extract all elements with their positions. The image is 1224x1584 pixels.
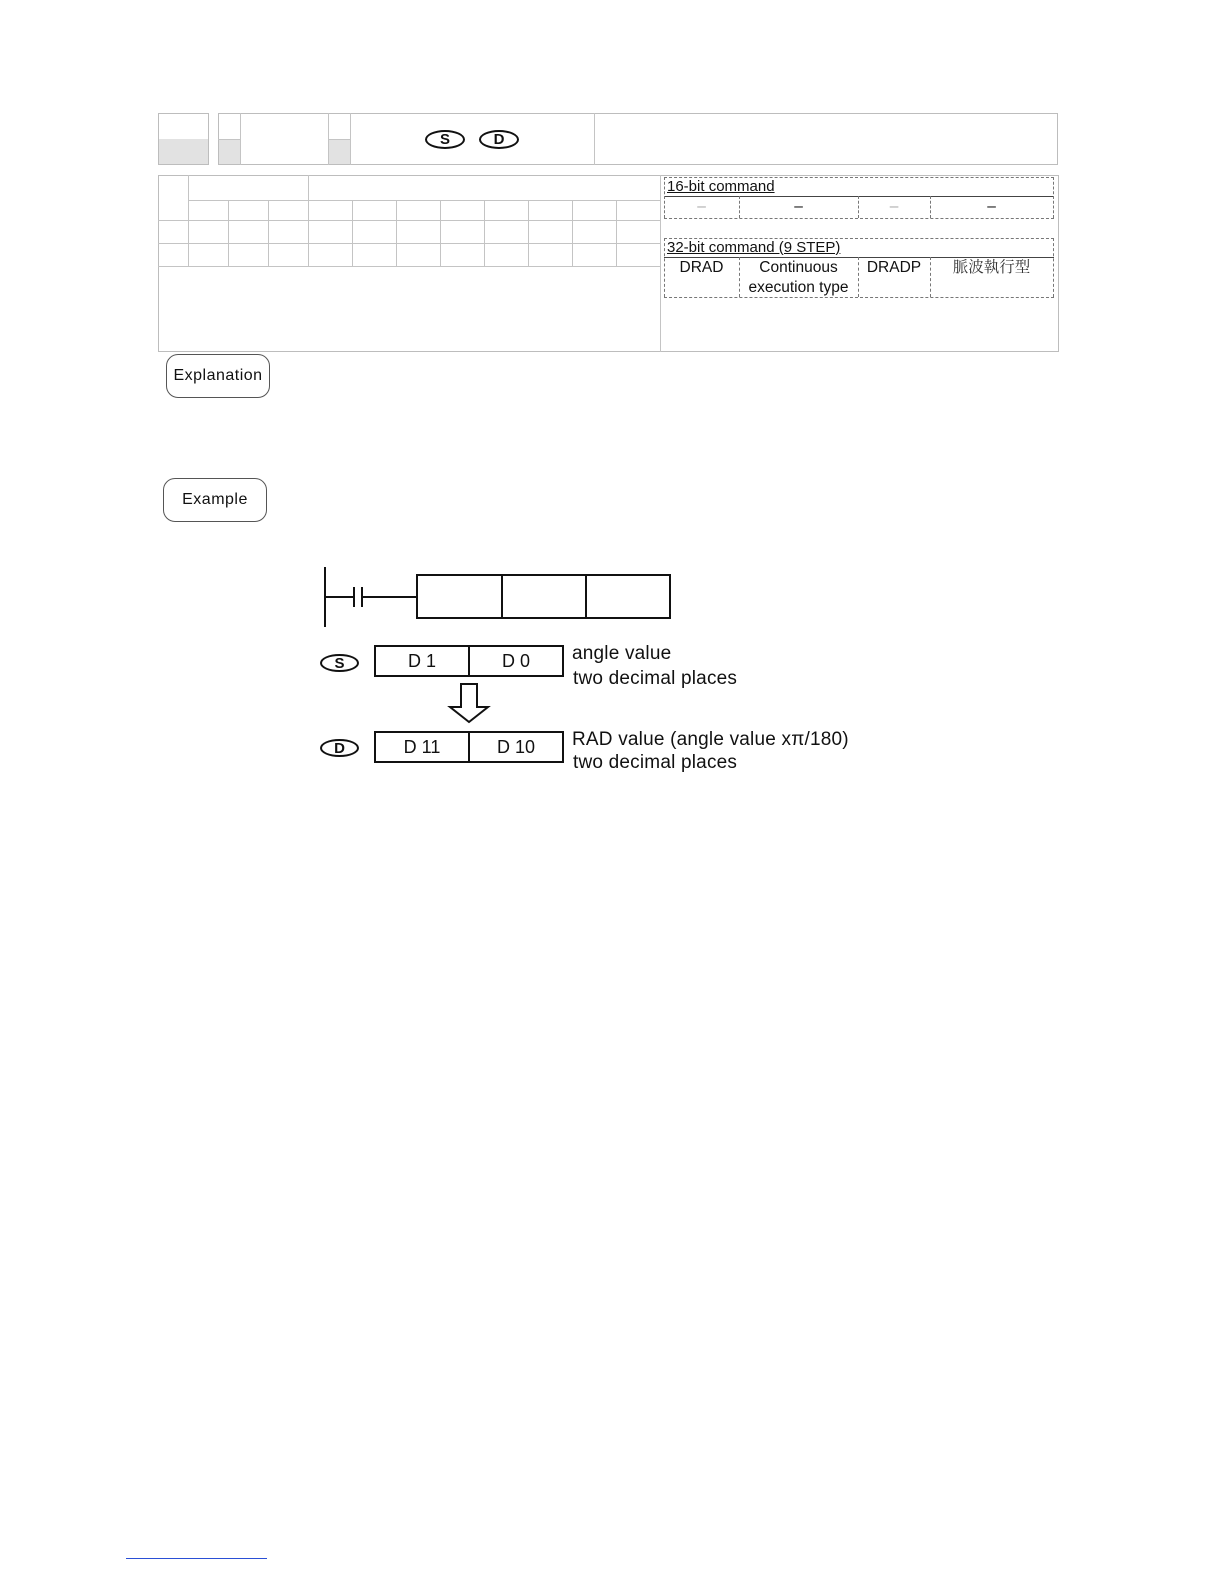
- command-32bit-pulse-type: 脈波執行型: [952, 259, 1031, 276]
- down-arrow-icon: [450, 684, 488, 722]
- example-source-badge: S: [320, 654, 359, 672]
- command-16bit-cell-2: –: [794, 198, 803, 215]
- command-16bit-cell-4: –: [987, 198, 996, 215]
- command-32bit-pulse-mnemonic: DRADP: [866, 259, 922, 276]
- source-register-low: D 0: [468, 647, 562, 675]
- example-destination-badge: D: [320, 739, 359, 757]
- source-register-pair: [374, 645, 564, 677]
- command-32bit-mnemonic: DRAD: [679, 259, 724, 276]
- operand-s-badge: S: [425, 130, 465, 149]
- destination-description-precision: two decimal places: [573, 752, 738, 773]
- command-32bit-continuous-type: Continuous execution type: [748, 259, 849, 296]
- destination-register-pair: [374, 731, 564, 763]
- source-description: angle value: [572, 643, 672, 664]
- command-16bit-cell-3: –: [889, 198, 899, 215]
- destination-register-low: D 10: [468, 733, 562, 761]
- source-register-high: D 1: [407, 650, 436, 671]
- destination-register-high: D 11: [403, 736, 441, 757]
- command-16bit-cell-1: –: [697, 198, 706, 215]
- instruction-box: [417, 575, 670, 618]
- command-16bit-title: 16-bit command: [667, 178, 775, 195]
- footer-rule: [126, 1558, 267, 1559]
- command-32bit-title: 32-bit command (9 STEP): [667, 239, 841, 256]
- destination-description: RAD value (angle value xπ/180): [572, 729, 849, 750]
- example-heading: Example: [163, 478, 267, 522]
- source-description-precision: two decimal places: [573, 668, 738, 689]
- operand-d-badge: D: [479, 130, 519, 149]
- explanation-heading: Explanation: [166, 354, 270, 398]
